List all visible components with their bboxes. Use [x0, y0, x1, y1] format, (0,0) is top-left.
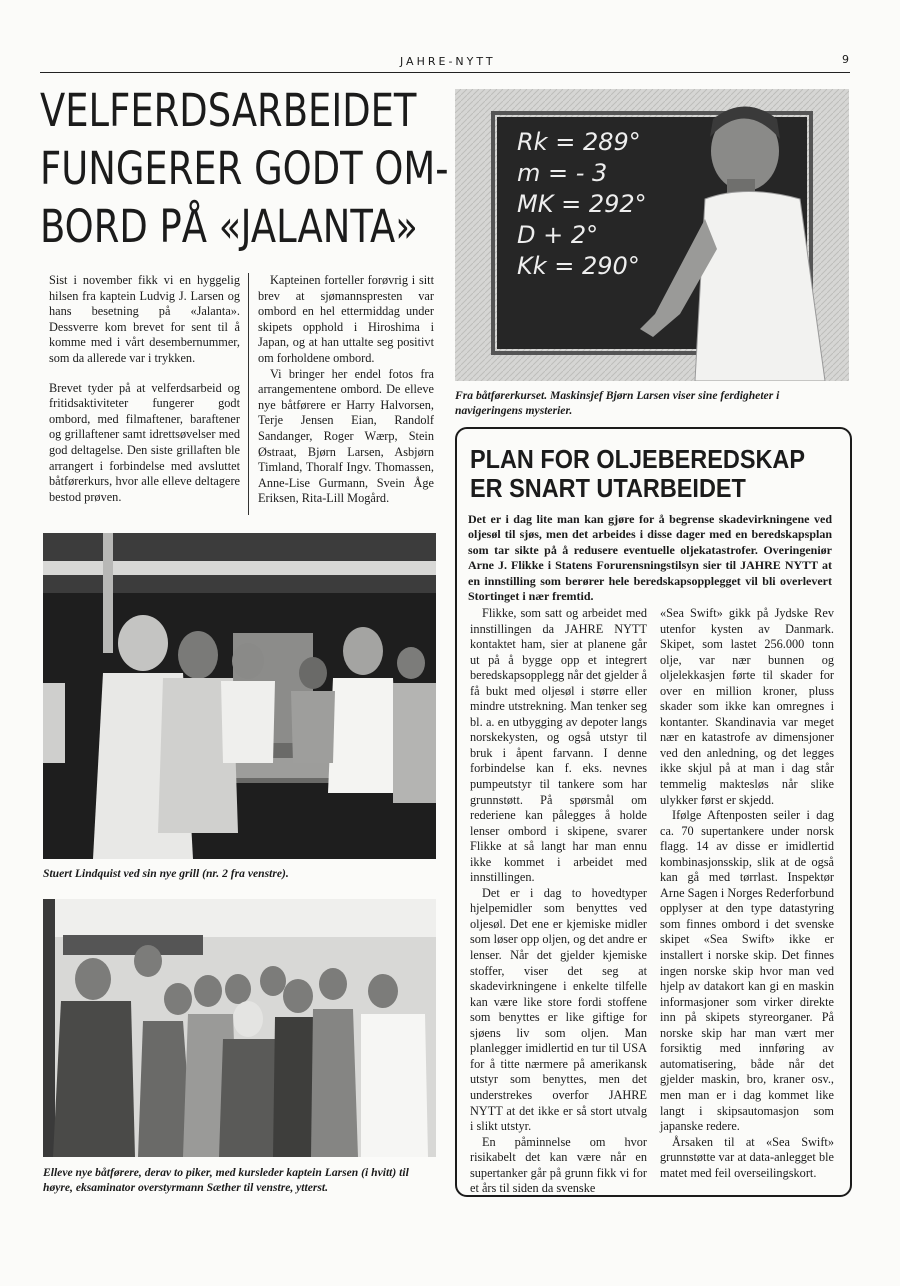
article2-headline — [470, 446, 810, 504]
blackboard-writing — [517, 127, 687, 282]
page-number: 9 — [842, 53, 849, 66]
group-photo — [43, 899, 436, 1157]
paragraph: Vi bringer her endel fotos fra arrangementene ombord. De elleve nye båtførere er Harry Halvorsen, Terje Jensen Eian, Randolf Sandanger, Roger Wærp, Stein Østraat, Bjørn Larsen, Asbjørn Timland, Thoralf Ingv. Thomassen, Anne-Lise Gurmann, Svein Åge Eriksen, Rita-Lill Mogård. — [258, 366, 434, 506]
blackboard-line: Kk = 290° — [517, 252, 640, 280]
column-rule — [248, 273, 249, 515]
running-title: JAHRE-NYTT — [400, 55, 496, 68]
caption-group: Elleve nye båtførere, derav to piker, med kursleder kaptein Larsen (i hvitt) til høyre, eksaminator overstyrmann Sæther til venstre, ytterst. — [43, 1166, 409, 1194]
caption-blackboard: Fra båtførerkurset. Maskinsjef Bjørn Larsen viser sine ferdigheter i navigeringens mysterier. — [455, 389, 780, 417]
headline-line: FUNGERER GODT OM- — [40, 142, 449, 195]
grill-photo — [43, 533, 436, 859]
headline-line: PLAN FOR OLJEBEREDSKAP — [470, 446, 805, 474]
blackboard-line: D + 2° — [517, 221, 599, 249]
paragraph: Kapteinen forteller forøvrig i sitt brev at sjømannspresten var ombord en hel ettermiddag under skipets opphold i Hiroshima i Japan, og at han uttalte seg positivt om forholdene ombord. — [258, 273, 434, 365]
article1-column-1 — [49, 273, 240, 519]
paragraph: Ifølge Aftenposten seiler i dag ca. 70 supertankere under norsk flagg. 14 av disse er imidlertid kombinasjonsskip, slik at de også kan gå med tørrlast. Inspektør Arne Sagen i Norges Rederforbund opplyser at den type datastyring som finnes ombord i det svenske skipet «Sea Swift» ikke er installert i norske skip. Det finnes ingen norske skip hvor man ved hjelp av datakort kan gi en maskin informasjoner som virker direkte inn på skipets styreorganer. På norske skip har man vært mer forsiktig med innføring av automatisering, både når det gjelder maskin, bro, kraner osv., men man er i dag kommet like langt i skipsautomasjon som japanske redere. — [660, 808, 834, 1134]
blackboard-line: m = - 3 — [517, 159, 608, 187]
headline-line: VELFERDSARBEIDET — [40, 84, 417, 137]
paragraph: Årsaken til at «Sea Swift» grunnstøtte var at data-anlegget ble matet med feil overseilingskort. — [660, 1134, 834, 1180]
blackboard-line: MK = 292° — [517, 190, 647, 218]
group-illustration — [43, 899, 436, 1157]
grill-illustration — [43, 533, 436, 859]
paragraph: «Sea Swift» gikk på Jydske Rev utenfor kysten av Danmark. Skipet, som lastet 256.000 tonn olje, var nær bunnen og oljelekkasjen førte til skader for over en million kroner, pluss skader som ikke kan omregnes i kontanter. Skandinavia var meget nær en katastrofe av dimensjoner ved den anledning, og det legges ikke skjul på at man i dag står temmelig maktesløs når slike ulykker først er skjedd. — [660, 606, 834, 807]
article1-column-2 — [258, 273, 434, 507]
article-headline — [40, 82, 449, 256]
blackboard-photo — [455, 89, 849, 381]
caption-grill: Stuert Lindquist ved sin nye grill (nr. 2 fra venstre). — [43, 867, 289, 880]
paragraph: En påminnelse om hvor risikabelt det kan være når en supertanker går på grunn fikk vi for et års til siden da svenske — [470, 1134, 647, 1196]
paragraph: Brevet tyder på at velferdsarbeid og fritidsaktiviteter fungerer godt ombord, med filmaftener, baraftener og grillaftener samt idrettsøvelser med god deltagelse. Den siste grillaften ble arrangert i forbindelse med avsluttet båtførerkurs, hvor alle elleve deltagere bestod prøven. — [49, 380, 240, 504]
paragraph: Flikke, som satt og arbeidet med innstillingen da JAHRE NYTT kontaktet ham, sier at planene går ut på å bygge opp et integrert beredskapsopplegg når det gjelder å få bukt med oljesøl i større eller mindre utstrekning. Man tenker seg bl. a. en utbygging av depoter langs norskekysten, og også utstyr til bruk i åpent farvann. I denne forbindelse kan f. eks. nevnes pumpeutstyr til tankere som har grunnstøtt. På spørsmål om rederiene kan pålegges å holde lenser ombord i skipene, svarer Flikke at så langt har man ennu ikke kommet i arbeidet med innstillingen. — [470, 606, 647, 885]
paragraph: Sist i november fikk vi en hyggelig hilsen fra kaptein Ludvig J. Larsen og hans besetning på «Jalanta». Dessverre kom brevet for sent til å komme med i vårt desembernummer, som da allerede var i trykken. — [49, 273, 240, 365]
header-rule — [40, 72, 850, 73]
headline-line: BORD PÅ «JALANTA» — [40, 200, 418, 253]
article2-lead: Det er i dag lite man kan gjøre for å begrense skadevirkningene ved oljesøl til sjøs, men det arbeides i disse dager med en beredskapsplan som tar sikte på å redusere eventuelle oljekatastrofer. Overingeniør Arne J. Flikke i Statens Forurensningstilsyn sier til JAHRE NYTT at en innstilling som berører hele beredskapsopplegget vil bli overlevert Stortinget i nær fremtid. — [468, 512, 832, 604]
article2-column-2 — [660, 606, 834, 1181]
headline-line: ER SNART UTARBEIDET — [470, 475, 746, 503]
paragraph: Det er i dag to hovedtyper hjelpemidler som benyttes ved oljesøl. Det ene er kjemiske midler som løser opp oljen, og det andre er lenser. Når det gjelder kjemiske stoffer, viser det seg at skadevirkningene i enkelte tilfelle kan være like store fordi stoffene som benyttes er like giftige for sjøens liv som oljen. Man planlegger imidlertid en tur til USA for å titte nærmere på amerikansk utstyr som benyttes, men det understrekes overfor JAHRE NYTT at det ikke er så stort utvalg i slikt utstyr. — [470, 885, 647, 1134]
blackboard-line: Rk = 289° — [517, 128, 641, 156]
article2-column-1 — [470, 606, 647, 1197]
